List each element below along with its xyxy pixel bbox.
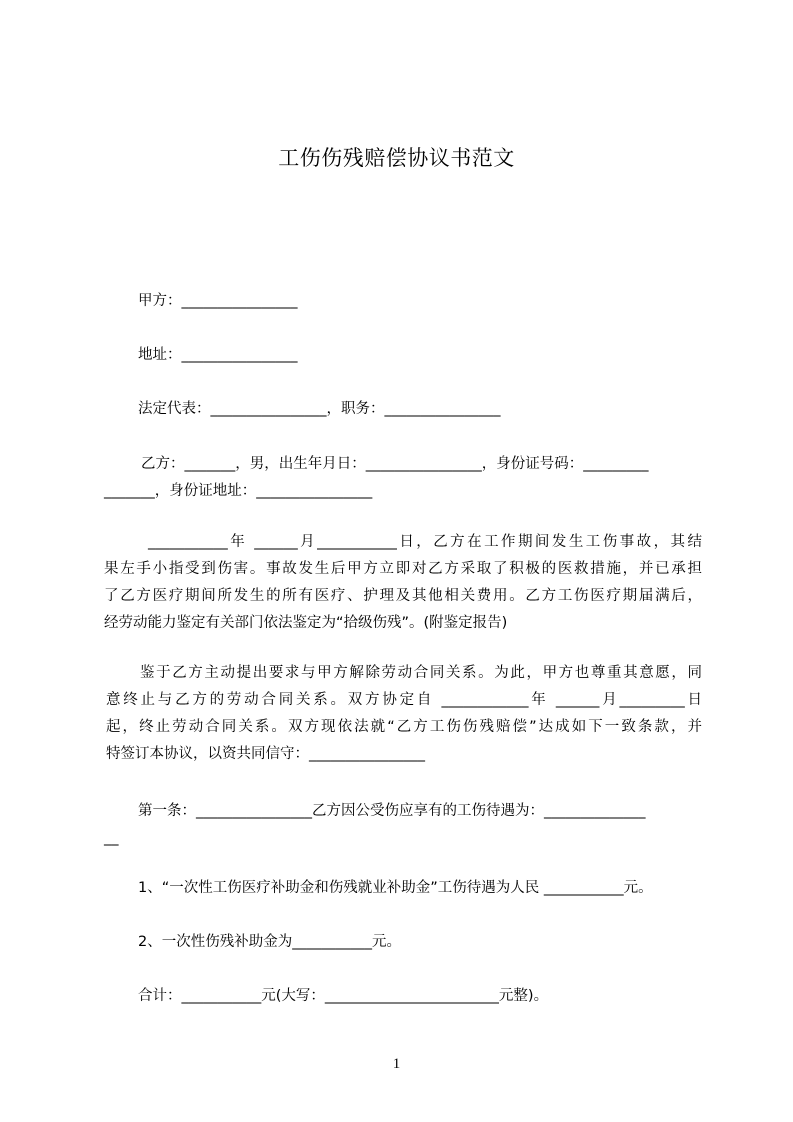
paragraph-line: 意终止与乙方的劳动合同关系。双方协定自 ____________年 ______月_________日 [106,692,702,708]
paragraph-line: 果左手小指受到伤害。事故发生后甲方立即对乙方采取了积极的医救措施，并已承担 [104,561,702,577]
paragraph-line: 起，终止劳动合同关系。双方现依法就“乙方工伤伤残赔偿”达成如下一致条款，并 [106,719,702,735]
paragraph-line: 经劳动能力鉴定有关部门依法鉴定为“拾级伤残”。(附鉴定报告) [104,615,508,631]
paragraph-line: 了乙方医疗期间所发生的所有医疗、护理及其他相关费用。乙方工伤医疗期届满后， [104,588,702,604]
document-title: 工伤伤残赔偿协议书范文 [278,146,515,170]
article-one-line-continued: __ [104,830,119,846]
paragraph-line: 特签订本协议，以资共同信守：________________ [106,746,425,762]
legal-representative-line: 法定代表：________________，职务：________________ [138,401,501,417]
article-one-line: 第一条：________________乙方因公受伤应享有的工伤待遇为：______________ [138,803,646,819]
total-line: 合计：___________元(大写：________________________元整)。 [138,988,549,1004]
paragraph-line: ___________年 ______月___________日，乙方在工作期间发生工伤事故，其结 [148,534,702,550]
party-b-line: 乙方：_______，男，出生年月日：________________，身份证号码：_________ [141,456,649,472]
termination-paragraph [106,660,702,768]
paragraph-line: 鉴于乙方主动提出要求与甲方解除劳动合同关系。为此，甲方也尊重其意愿，同 [140,665,702,681]
injury-paragraph [104,529,702,637]
item-two-line: 2、一次性伤残补助金为___________元。 [138,934,401,950]
page-number: 1 [392,1056,401,1072]
item-one-line: 1、“一次性工伤医疗补助金和伤残就业补助金”工伤待遇为人民 ___________元。 [138,880,653,896]
address-line: 地址：________________ [138,347,298,363]
party-a-line: 甲方：________________ [138,293,298,309]
party-b-line-continued: _______，身份证地址：________________ [104,483,373,499]
